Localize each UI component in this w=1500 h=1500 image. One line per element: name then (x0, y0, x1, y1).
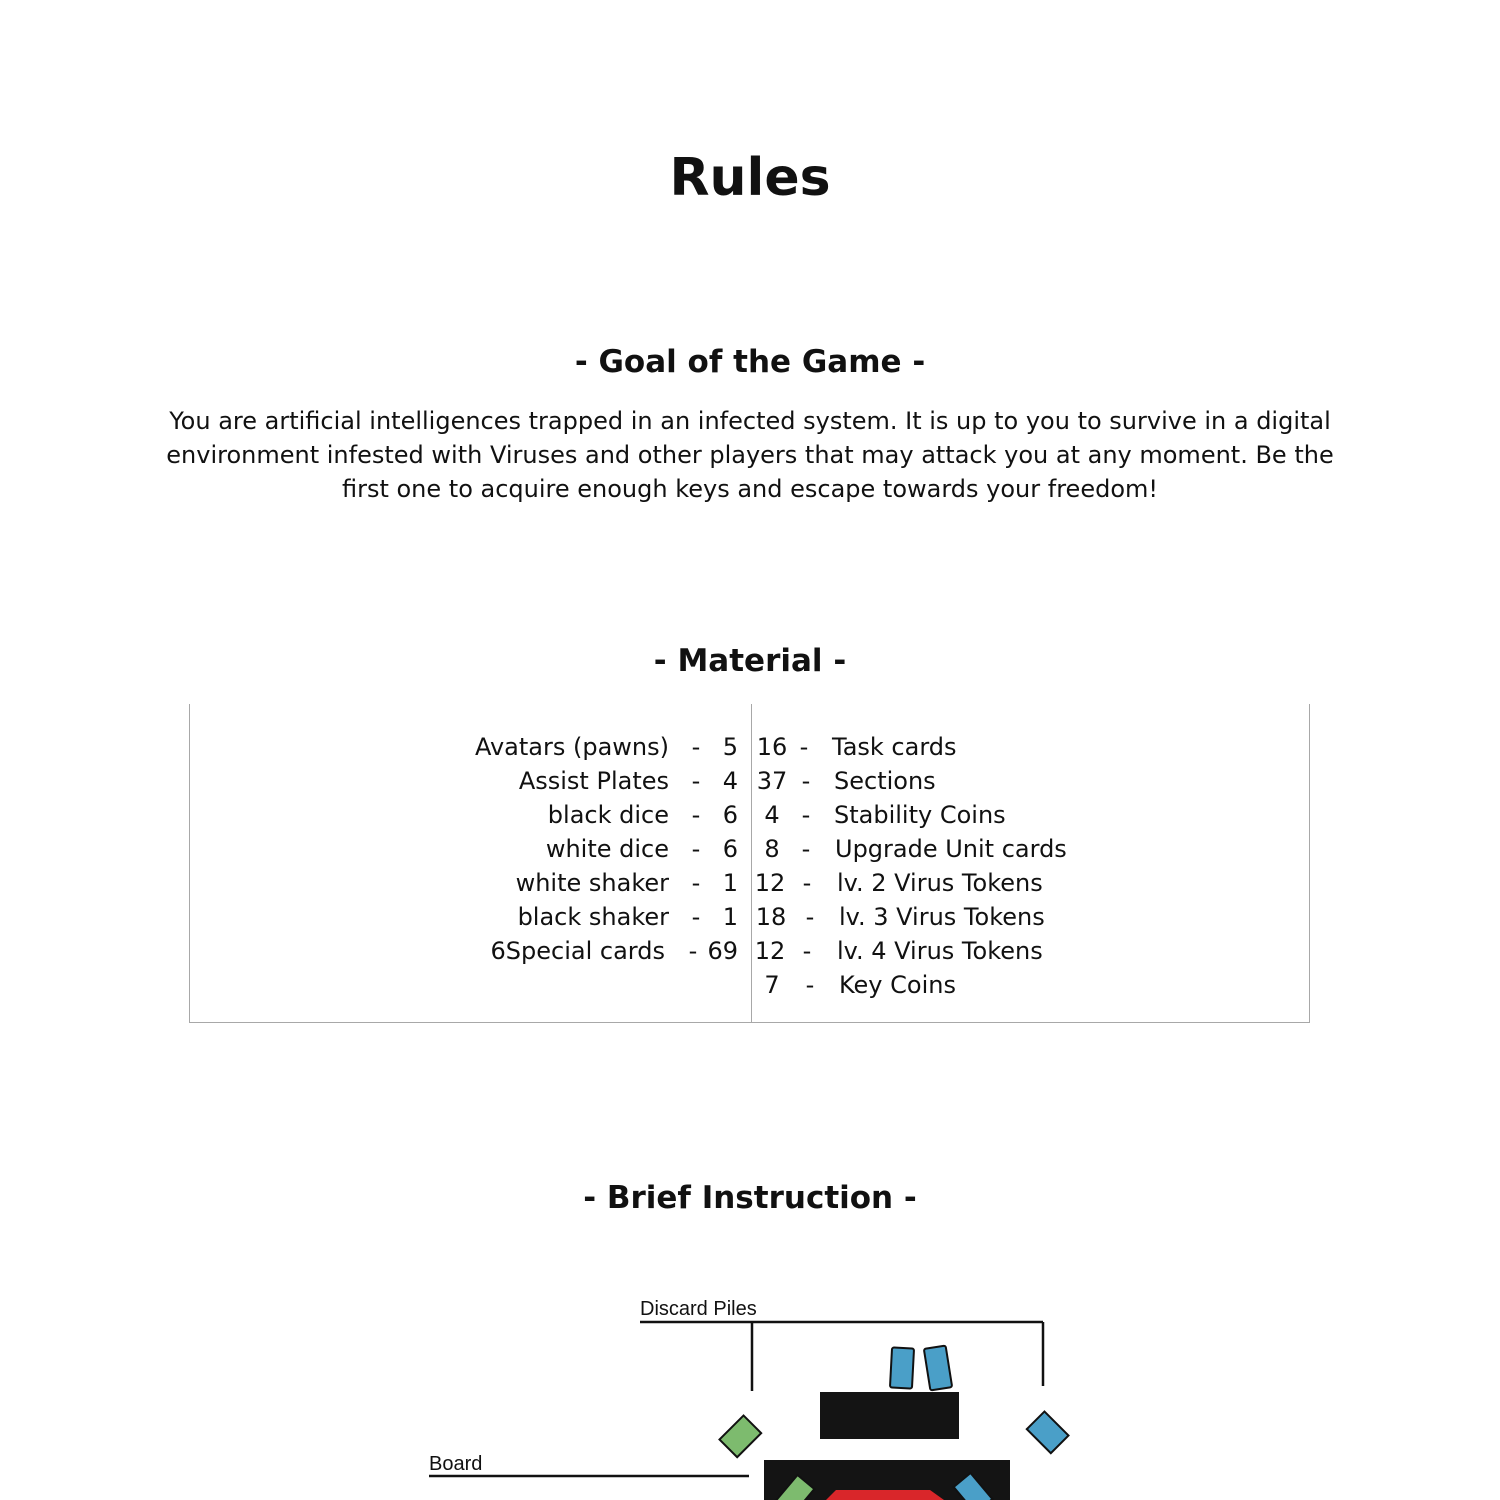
material-item-name: white dice (545, 835, 669, 863)
material-item-name: black shaker (517, 903, 669, 931)
material-item-count: 5 (722, 733, 738, 761)
card-stack[interactable] (924, 1346, 952, 1391)
draw-deck[interactable] (820, 1392, 959, 1439)
material-left-row (190, 730, 751, 764)
material-item-count: 7 (764, 971, 780, 999)
material-item-name: Upgrade Unit cards (835, 835, 1067, 863)
material-right-row (752, 730, 1308, 764)
material-item-dash: - (691, 835, 701, 863)
material-right-row (752, 968, 1308, 1002)
material-left-row (190, 934, 751, 968)
material-right-row (752, 934, 1308, 968)
material-right-row (752, 866, 1308, 900)
material-item-name: Sections (834, 767, 936, 795)
material-item-count: 4 (764, 801, 780, 829)
material-item-count: 16 (756, 733, 788, 761)
material-left-row (190, 764, 751, 798)
discard-pile-blue[interactable] (1027, 1411, 1069, 1453)
material-item-count: 4 (722, 767, 738, 795)
material-item-dash: - (801, 835, 811, 863)
material-item-dash: - (691, 903, 701, 931)
material-item-name: lv. 3 Virus Tokens (839, 903, 1045, 931)
material-item-count: 69 (707, 937, 738, 965)
material-item-dash: - (691, 801, 701, 829)
material-item-dash: - (802, 869, 812, 897)
material-item-dash: - (691, 733, 701, 761)
material-item-dash: - (802, 937, 812, 965)
material-right-row (752, 798, 1308, 832)
material-item-dash: - (691, 869, 701, 897)
discard-piles-bracket (640, 1322, 1043, 1391)
material-table (189, 704, 1310, 1023)
material-item-count: 12 (754, 869, 786, 897)
material-item-name: lv. 4 Virus Tokens (837, 937, 1043, 965)
material-item-dash: - (691, 767, 701, 795)
material-item-count: 1 (722, 869, 738, 897)
material-right-row (752, 900, 1308, 934)
material-item-dash: - (805, 971, 815, 999)
material-item-name: Assist Plates (518, 767, 669, 795)
material-item-name: Stability Coins (834, 801, 1006, 829)
material-item-dash: - (801, 767, 811, 795)
material-item-count: 12 (754, 937, 786, 965)
instruction-heading: - Brief Instruction - (583, 1180, 917, 1216)
material-item-dash: - (688, 937, 698, 965)
material-item-name: lv. 2 Virus Tokens (837, 869, 1043, 897)
material-right-row (752, 764, 1308, 798)
material-item-count: 18 (755, 903, 787, 931)
material-item-dash: - (801, 801, 811, 829)
setup-diagram (0, 1280, 1500, 1500)
material-item-dash: - (805, 903, 815, 931)
material-item-name: Key Coins (839, 971, 956, 999)
material-left-row (190, 798, 751, 832)
card-stack[interactable] (890, 1347, 914, 1388)
material-right-row (752, 832, 1308, 866)
material-item-name: Avatars (pawns) (474, 733, 669, 761)
material-item-count: 37 (756, 767, 788, 795)
goal-heading: - Goal of the Game - (574, 344, 926, 380)
material-left-row (190, 832, 751, 866)
material-left-row (190, 866, 751, 900)
board-label: Board (429, 1453, 483, 1475)
goal-text: You are artificial intelligences trapped in an infected system. It is up to you to survive in a digital environment infested with Viruses and other players that may attack you at any moment. Be the first one to acquire enough keys and escape towards your freedom! (166, 407, 1334, 503)
board-red-area (826, 1490, 944, 1500)
material-item-dash: - (799, 733, 809, 761)
material-item-name: white shaker (515, 869, 669, 897)
material-item-count: 1 (722, 903, 738, 931)
material-heading: - Material - (653, 643, 847, 679)
material-item-name: black dice (547, 801, 669, 829)
material-item-name: 6Special cards (490, 937, 665, 965)
material-item-name: Task cards (832, 733, 957, 761)
material-item-count: 6 (722, 801, 738, 829)
page-title: Rules (669, 148, 831, 208)
material-item-count: 8 (764, 835, 780, 863)
material-left-row (190, 900, 751, 934)
material-item-count: 6 (722, 835, 738, 863)
discard-piles-label: Discard Piles (640, 1298, 757, 1320)
discard-pile-green[interactable] (719, 1415, 761, 1457)
